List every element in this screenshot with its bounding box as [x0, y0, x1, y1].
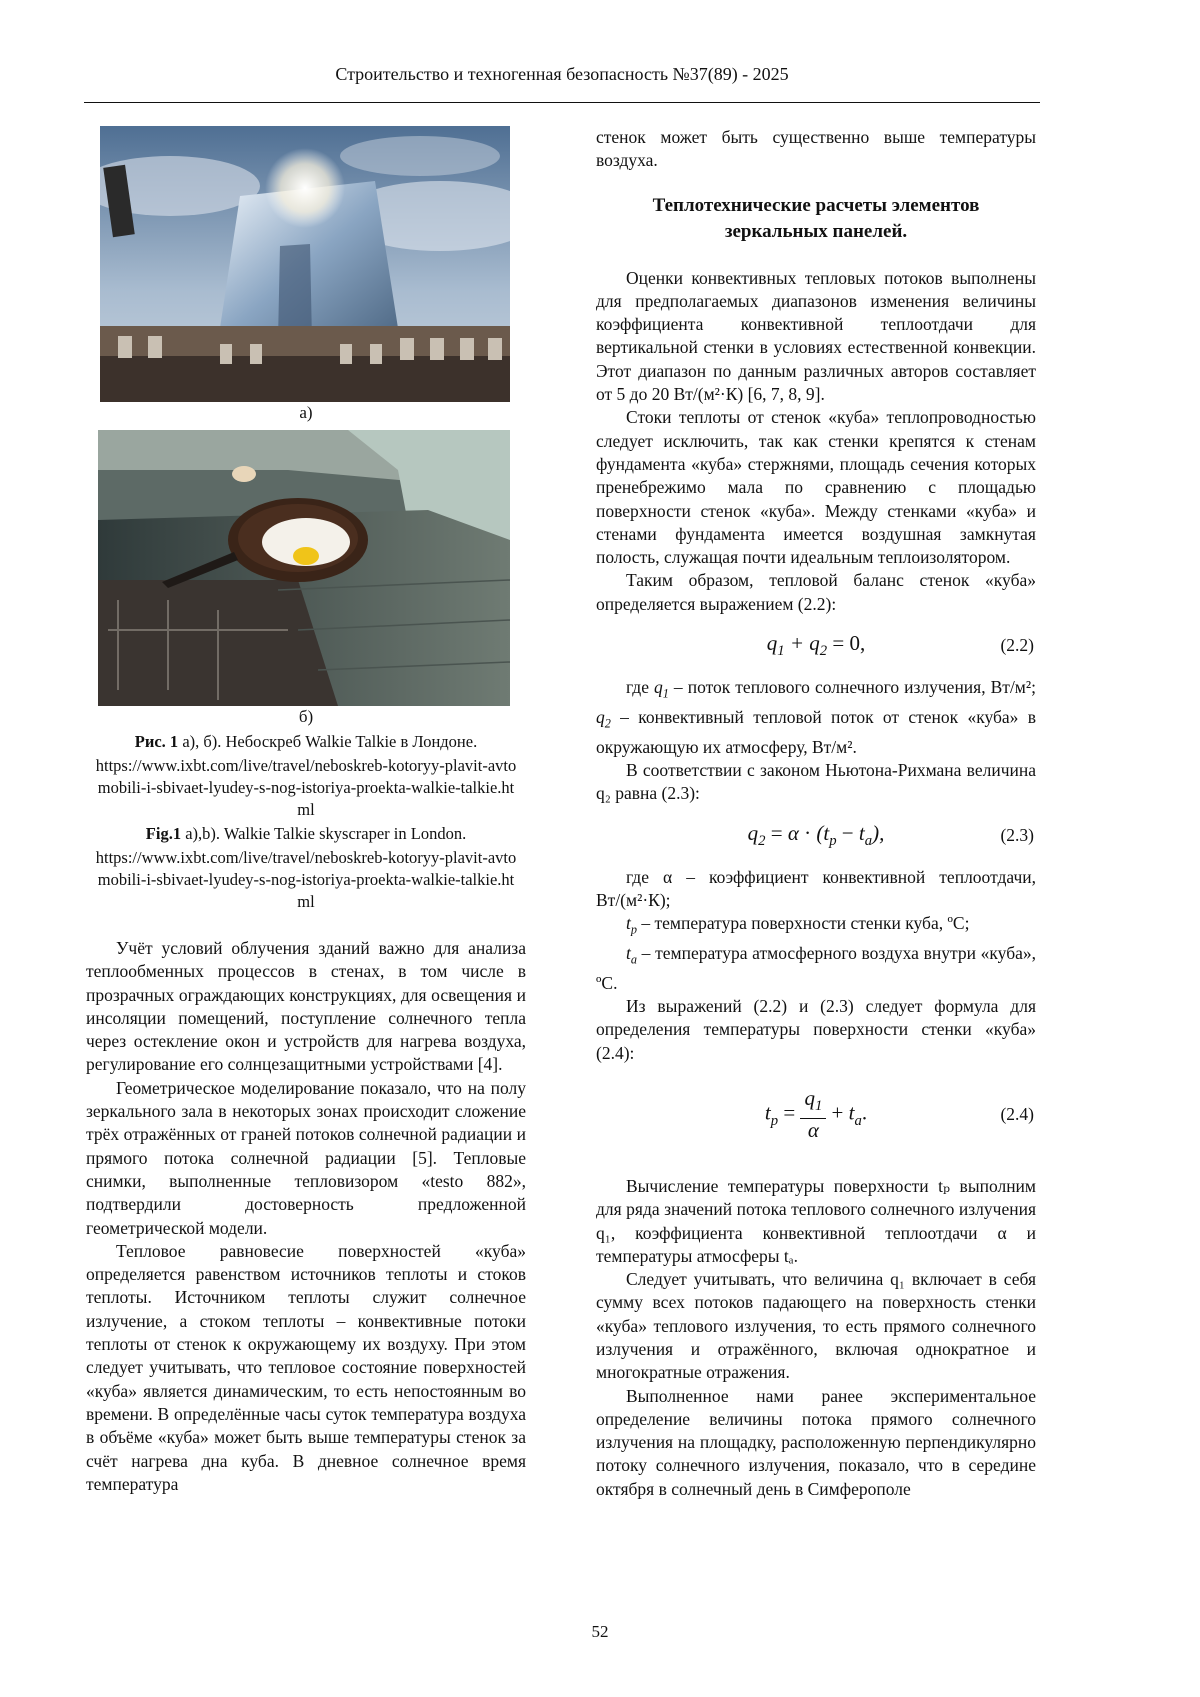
figure-a-label: а)	[299, 403, 313, 422]
caption-en	[86, 823, 526, 845]
p4-q1-sub: 1	[662, 686, 669, 701]
skyscraper-image	[100, 126, 510, 402]
caption-ru-text: а), б). Небоскреб Walkie Talkie в Лондоне.	[178, 732, 478, 751]
caption-ru-number: Рис. 1	[134, 732, 179, 751]
p8-ta: t	[626, 942, 631, 963]
right-paragraph-9: Из выражений (2.2) и (2.3) следует формула для определения температуры поверхности стенки «куба» (2.4):	[596, 996, 1036, 1063]
header-rule	[84, 102, 1040, 103]
right-paragraph-1: Оценки конвективных тепловых потоков выполнены для предполагаемых диапазонов изменения величины коэффициента конвективной теплоотдачи для вертикальной стенки в условиях естественной конвекции. Этот диапазон по данным различных авторов составляет от 5 до 20 Вт/(м²·К) [6, 7, 8, 9].	[596, 267, 1036, 405]
left-paragraph-2: Геометрическое моделирование показало, что на полу зеркального зала в некоторых зонах происходит сложение трёх отражённых от граней потоков солнечной радиации и прямого потока солнечной радиации [5]. Тепловые снимки, выполненные тепловизором «testo 882», подтвердили достоверность предложенной геометрической модели.	[86, 1077, 526, 1238]
figure-a-skyscraper-photo	[100, 126, 510, 402]
p4-text-c: – конвективный тепловой поток от стенок «куба» в окружающую их атмосферу, Вт/м².	[596, 706, 1036, 757]
figure-caption	[86, 731, 526, 913]
caption-en-number: Fig.1	[145, 824, 182, 843]
left-paragraph-3: Тепловое равновесие поверхностей «куба» определяется равенством источников теплоты и стоков теплоты. Источником теплоты служит солнечное излучение, а стоком теплоты – конвективные потоки теплоты от стенок к окружающему их воздуху. При этом следует учитывать, что тепловое состояние поверхностей «куба» является динамическим, то есть непостоянным во времени. В определённые часы суток температура воздуха в объёме «куба» может быть выше температуры стенок за счёт нагрева дна куба. В дневное солнечное время температура	[86, 1240, 526, 1494]
p7-text: – температура поверхности стенки куба, ºС;	[637, 913, 970, 934]
caption-ru-url: https://www.ixbt.com/live/travel/neboskreb-kotoryy-plavit-avtomobili-i-sbivaet-lyudey-s-nog-istoriya-proekta-walkie-talkie.html	[95, 756, 517, 819]
caption-ru	[86, 731, 526, 753]
equation-2-4	[596, 1083, 1036, 1161]
caption-en-url: https://www.ixbt.com/live/travel/neboskreb-kotoryy-plavit-avtomobili-i-sbivaet-lyudey-s-nog-istoriya-proekta-walkie-talkie.html	[95, 848, 517, 911]
left-column	[86, 126, 526, 1496]
p4-q2-sub: 2	[604, 716, 611, 731]
right-paragraph-10: Вычисление температуры поверхности tₚ выполним для ряда значений потока теплового солнечного излучения q₁, коэффициента конвективной теплоотдачи α и температуры атмосферы tₐ.	[596, 1175, 1036, 1266]
right-paragraph-8	[596, 942, 1036, 995]
equation-2-2-number: (2.2)	[1000, 635, 1034, 656]
p7-tp: t	[626, 913, 631, 934]
left-paragraph-1: Учёт условий облучения зданий важно для анализа теплообменных процессов в стенах, в том числе в прозрачных ограждающих конструкциях, для освещения и инсоляции помещений, поступление солнечного тепла через остекление окон и устройств для нагрева воздуха, регулирование его солнцезащитными устройствами [4].	[86, 938, 526, 1075]
section-title-line-1: Теплотехнические расчеты элементов	[652, 194, 980, 216]
equation-2-2	[596, 626, 1036, 664]
figure-b-frying-pan-photo	[98, 430, 510, 706]
equation-2-3-number: (2.3)	[1000, 824, 1034, 845]
right-paragraph-5: В соответствии с законом Ньютона-Рихмана величина q₂ равна (2.3):	[596, 759, 1036, 804]
p4-q2: q	[596, 706, 605, 727]
p4-q1: q	[654, 677, 663, 698]
right-column	[596, 126, 1036, 1501]
equation-2-4-number: (2.4)	[1000, 1103, 1034, 1124]
right-continuation: стенок может быть существенно выше температуры воздуха.	[596, 127, 1036, 171]
right-paragraph-11: Следует учитывать, что величина q₁ включает в себя сумму всех потоков падающего на поверхность стенки «куба» теплового излучения, то есть прямого солнечного излучения и отражённого, включая однократное и многократные отражения.	[596, 1269, 1036, 1383]
right-paragraph-6: где α – коэффициент конвективной теплоотдачи, Вт/(м²·К);	[596, 866, 1036, 910]
equation-2-3	[596, 816, 1036, 854]
section-title	[596, 193, 1036, 245]
p8-text: – температура атмосферного воздуха внутри «куба», ºС.	[596, 942, 1036, 993]
section-title-line-2: зеркальных панелей.	[724, 220, 908, 242]
p7-tp-sub: p	[630, 922, 637, 937]
p4-text-b: – поток теплового солнечного излучения, Вт/м²;	[668, 677, 1036, 698]
frying-pan-image	[98, 430, 510, 706]
equation-2-2-expression: $q_1 + q_2 = 0$,	[766, 631, 866, 660]
right-paragraph-2: Стоки теплоты от стенок «куба» теплопроводностью следует исключить, так как стенки крепятся к стенам фундамента «куба» стержнями, площадь сечения которых пренебрежимо мала по сравнению с площадью поверхности стенок «куба». Между стенками «куба» и стенами фундамента имеется воздушная замкнутая полость, служащая почти идеальным теплоизолятором.	[596, 407, 1036, 568]
right-paragraph-4	[596, 676, 1036, 759]
page-number: 52	[591, 1622, 609, 1641]
journal-header: Строительство и техногенная безопасность №37(89) - 2025	[335, 64, 789, 84]
right-paragraph-3: Таким образом, тепловой баланс стенок «куба» определяется выражением (2.2):	[596, 570, 1036, 614]
equation-2-3-expression: $q_2 = \alpha \cdot (t_p - t_a)$,	[747, 820, 885, 849]
equation-2-4-expression: $t_p$ = $\frac{q_1}{\alpha}$ + $t_a$.	[764, 1085, 868, 1143]
right-paragraph-12: Выполненное нами ранее экспериментальное определение величины потока прямого солнечного излучения на площадку, расположенную перпендикулярно потоку солнечного излучения, показало, что в середине октября в солнечный день в Симферополе	[596, 1385, 1036, 1499]
caption-en-text: a),b). Walkie Talkie skyscraper in London.	[181, 824, 467, 843]
figure-b-label: б)	[298, 707, 314, 726]
p4-text-a: где	[626, 677, 655, 698]
p8-ta-sub: a	[630, 952, 637, 967]
equation-2-4-fraction: $\frac{q_1}{\alpha}$	[800, 1087, 826, 1143]
right-paragraph-7	[596, 912, 1036, 942]
